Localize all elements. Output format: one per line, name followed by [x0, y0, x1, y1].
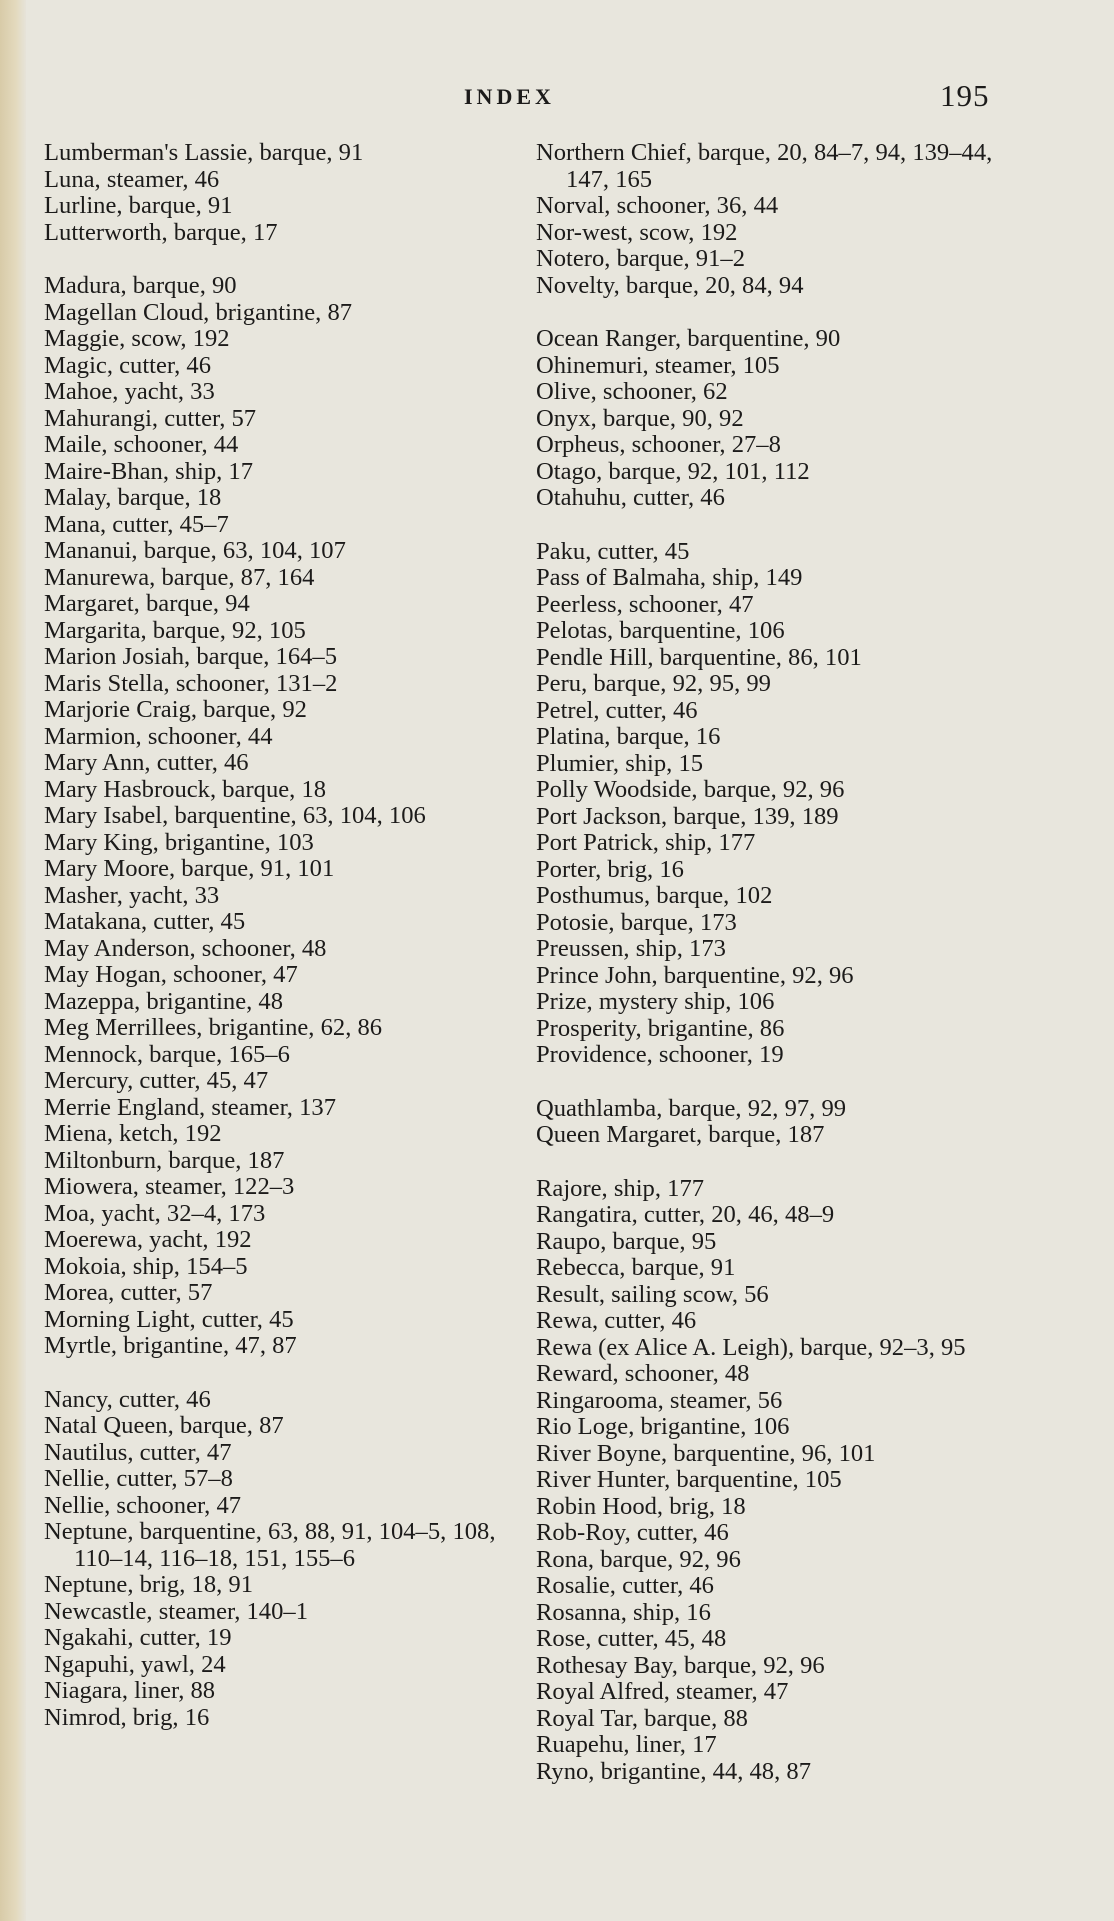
- index-entry: Ngakahi, cutter, 19: [44, 1624, 232, 1651]
- letter-section-gap: [44, 246, 516, 273]
- index-column-left: [44, 140, 516, 1731]
- index-entry: Lutterworth, barque, 17: [44, 218, 278, 246]
- page-binding-edge: [0, 0, 26, 1921]
- index-entry: Preussen, ship, 173: [536, 935, 726, 962]
- index-entry: Neptune, brig, 18, 91: [44, 1571, 254, 1598]
- index-entry: Masher, yacht, 33: [44, 881, 220, 909]
- index-entry: Maris Stella, schooner, 131–2: [44, 669, 338, 697]
- index-entry: Pendle Hill, barquentine, 86, 101: [536, 643, 862, 671]
- index-entry: Reward, schooner, 48: [536, 1360, 750, 1387]
- index-entry: May Anderson, schooner, 48: [44, 934, 327, 962]
- index-entry: Rio Loge, brigantine, 106: [536, 1413, 790, 1440]
- index-entry: Pelotas, barquentine, 106: [536, 617, 785, 644]
- index-entry: Marion Josiah, barque, 164–5: [44, 643, 338, 670]
- index-entry: Rose, cutter, 45, 48: [536, 1625, 727, 1652]
- index-entry: Mary Ann, cutter, 46: [44, 749, 249, 776]
- index-entry: Ocean Ranger, barquentine, 90: [536, 325, 841, 352]
- index-entry: Maire-Bhan, ship, 17: [44, 457, 254, 485]
- letter-section-gap: [44, 1360, 516, 1387]
- index-entry: Prize, mystery ship, 106: [536, 988, 775, 1015]
- index-entry: Royal Alfred, steamer, 47: [536, 1678, 789, 1705]
- index-entry: Petrel, cutter, 46: [536, 696, 698, 724]
- index-entry: Maggie, scow, 192: [44, 325, 230, 352]
- letter-section-gap: [536, 299, 1026, 326]
- index-entry: Niagara, liner, 88: [44, 1677, 216, 1704]
- letter-section-gap: [536, 1149, 1026, 1176]
- index-column-right: [536, 140, 1026, 1785]
- index-entry: Mary Hasbrouck, barque, 18: [44, 775, 327, 803]
- index-entry: Novelty, barque, 20, 84, 94: [536, 271, 804, 299]
- index-entry: Ohinemuri, steamer, 105: [536, 351, 780, 379]
- index-entry: Rosalie, cutter, 46: [536, 1572, 714, 1599]
- index-entry: Mary Moore, barque, 91, 101: [44, 855, 335, 882]
- running-head: INDEX: [464, 84, 555, 109]
- index-entry: Olive, schooner, 62: [536, 378, 728, 405]
- index-entry: Queen Margaret, barque, 187: [536, 1121, 825, 1148]
- index-entry: Peru, barque, 92, 95, 99: [536, 670, 771, 697]
- index-entry: Magic, cutter, 46: [44, 351, 212, 379]
- index-entry: Mahurangi, cutter, 57: [44, 404, 257, 432]
- index-entry: Myrtle, brigantine, 47, 87: [44, 1332, 297, 1359]
- index-entry: May Hogan, schooner, 47: [44, 961, 298, 988]
- index-entry: Nor-west, scow, 192: [536, 218, 738, 246]
- index-entry: Prosperity, brigantine, 86: [536, 1014, 785, 1042]
- index-entry: Rebecca, barque, 91: [536, 1254, 736, 1281]
- index-entry: Maile, schooner, 44: [44, 431, 239, 458]
- index-entry: Ryno, brigantine, 44, 48, 87: [536, 1757, 811, 1785]
- index-entry: Rewa, cutter, 46: [536, 1307, 697, 1334]
- index-entry: River Boyne, barquentine, 96, 101: [536, 1439, 876, 1467]
- index-entry: Mananui, barque, 63, 104, 107: [44, 537, 346, 564]
- index-entry: Lurline, barque, 91: [44, 192, 233, 219]
- index-entry: Port Patrick, ship, 177: [536, 829, 756, 856]
- index-page: [26, 0, 1114, 1921]
- index-entry: Pass of Balmaha, ship, 149: [536, 564, 803, 591]
- index-entry: Mahoe, yacht, 33: [44, 378, 215, 405]
- index-entry: Rosanna, ship, 16: [536, 1598, 711, 1626]
- index-entry: Moa, yacht, 32–4, 173: [44, 1199, 266, 1227]
- index-entry: Rothesay Bay, barque, 92, 96: [536, 1651, 825, 1679]
- index-entry: Prince John, barquentine, 92, 96: [536, 961, 854, 989]
- index-entry: Mokoia, ship, 154–5: [44, 1252, 248, 1280]
- index-entry: Manurewa, barque, 87, 164: [44, 563, 315, 591]
- index-entry: Margaret, barque, 94: [44, 590, 250, 617]
- index-entry: Polly Woodside, barque, 92, 96: [536, 776, 845, 803]
- index-entry: Mazeppa, brigantine, 48: [44, 987, 284, 1015]
- letter-section-gap: [536, 512, 1026, 539]
- index-entry: Merrie England, steamer, 137: [44, 1093, 336, 1121]
- index-entry: Onyx, barque, 90, 92: [536, 404, 744, 432]
- index-entry: Neptune, barquentine, 63, 88, 91, 104–5, 108, 110–14, 116–18, 151, 155–6: [44, 1518, 496, 1572]
- index-entry: Orpheus, schooner, 27–8: [536, 431, 781, 458]
- index-entry: River Hunter, barquentine, 105: [536, 1466, 842, 1493]
- index-entry: Ruapehu, liner, 17: [536, 1731, 717, 1758]
- index-entry: Nautilus, cutter, 47: [44, 1438, 232, 1466]
- index-entry: Rajore, ship, 177: [536, 1174, 705, 1202]
- index-entry: Morning Light, cutter, 45: [44, 1305, 294, 1333]
- index-entry: Result, sailing scow, 56: [536, 1280, 769, 1308]
- index-entry: Posthumus, barque, 102: [536, 882, 773, 909]
- index-entry: Providence, schooner, 19: [536, 1041, 784, 1068]
- index-entry: Platina, barque, 16: [536, 723, 721, 750]
- index-entry: Miltonburn, barque, 187: [44, 1146, 285, 1174]
- index-entry: Nimrod, brig, 16: [44, 1703, 210, 1731]
- index-entry: Peerless, schooner, 47: [536, 590, 754, 618]
- index-entry: Mercury, cutter, 45, 47: [44, 1067, 269, 1094]
- index-entry: Royal Tar, barque, 88: [536, 1704, 748, 1732]
- index-entry: Plumier, ship, 15: [536, 749, 704, 777]
- index-entry: Nellie, cutter, 57–8: [44, 1465, 233, 1492]
- index-entry: Margarita, barque, 92, 105: [44, 616, 306, 644]
- index-entry: Magellan Cloud, brigantine, 87: [44, 298, 353, 326]
- index-entry: Nellie, schooner, 47: [44, 1491, 242, 1519]
- index-entry: Lumberman's Lassie, barque, 91: [44, 139, 364, 166]
- index-entry: Northern Chief, barque, 20, 84–7, 94, 139–44, 147, 165: [536, 139, 993, 193]
- index-entry: Newcastle, steamer, 140–1: [44, 1597, 308, 1625]
- index-entry: Natal Queen, barque, 87: [44, 1412, 284, 1439]
- index-entry: Ngapuhi, yawl, 24: [44, 1650, 226, 1678]
- index-entry: Paku, cutter, 45: [536, 537, 690, 565]
- letter-section-gap: [536, 1069, 1026, 1096]
- index-entry: Mana, cutter, 45–7: [44, 510, 229, 538]
- index-entry: Marmion, schooner, 44: [44, 722, 273, 750]
- page-header: [26, 78, 1114, 118]
- index-entry: Mennock, barque, 165–6: [44, 1040, 290, 1068]
- index-entry: Mary Isabel, barquentine, 63, 104, 106: [44, 802, 426, 829]
- index-entry: Nancy, cutter, 46: [44, 1385, 211, 1413]
- index-entry: Otago, barque, 92, 101, 112: [536, 457, 810, 485]
- index-entry: Meg Merrillees, brigantine, 62, 86: [44, 1014, 383, 1041]
- index-entry: Mary King, brigantine, 103: [44, 828, 314, 856]
- index-entry: Quathlamba, barque, 92, 97, 99: [536, 1094, 847, 1122]
- index-entry: Norval, schooner, 36, 44: [536, 192, 779, 219]
- index-entry: Otahuhu, cutter, 46: [536, 484, 725, 511]
- index-entry: Rob-Roy, cutter, 46: [536, 1519, 729, 1546]
- index-entry: Notero, barque, 91–2: [536, 245, 745, 272]
- index-entry: Raupo, barque, 95: [536, 1227, 717, 1255]
- index-entry: Marjorie Craig, barque, 92: [44, 696, 307, 723]
- index-entry: Matakana, cutter, 45: [44, 908, 246, 935]
- index-entry: Ringarooma, steamer, 56: [536, 1386, 783, 1414]
- index-entry: Port Jackson, barque, 139, 189: [536, 802, 839, 830]
- index-entry: Porter, brig, 16: [536, 855, 684, 883]
- index-entry: Rona, barque, 92, 96: [536, 1545, 741, 1573]
- index-entry: Miowera, steamer, 122–3: [44, 1173, 295, 1200]
- index-entry: Potosie, barque, 173: [536, 908, 737, 936]
- index-entry: Rangatira, cutter, 20, 46, 48–9: [536, 1201, 835, 1228]
- page-number: 195: [940, 78, 990, 113]
- index-entry: Moerewa, yacht, 192: [44, 1226, 252, 1253]
- index-entry: Morea, cutter, 57: [44, 1279, 213, 1306]
- index-entry: Rewa (ex Alice A. Leigh), barque, 92–3, 95: [536, 1333, 966, 1361]
- index-entry: Luna, steamer, 46: [44, 165, 220, 193]
- index-entry: Miena, ketch, 192: [44, 1120, 222, 1147]
- index-entry: Malay, barque, 18: [44, 484, 222, 511]
- index-entry: Madura, barque, 90: [44, 272, 237, 299]
- index-entry: Robin Hood, brig, 18: [536, 1492, 746, 1520]
